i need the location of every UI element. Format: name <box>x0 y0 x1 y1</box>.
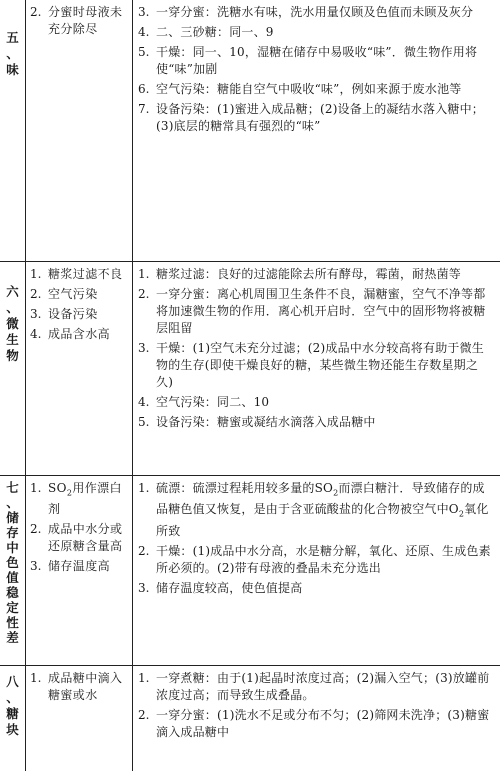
measure-item <box>138 286 494 337</box>
table-rule <box>0 261 500 262</box>
subscript: 2 <box>66 488 73 498</box>
category-char: 六 <box>6 284 19 299</box>
measure-item <box>138 81 494 98</box>
item-text: 一穿分蜜：洗糖水有味，洗水用量仅顾及色值而未顾及灰分 <box>156 5 474 19</box>
measures-cell <box>133 262 500 475</box>
item-text: 空气污染：同二、10 <box>156 395 270 409</box>
item-number: 2. <box>138 708 150 722</box>
category-char: 块 <box>6 722 19 737</box>
category-cell <box>0 0 26 261</box>
item-text-part: 硫漂：硫漂过程耗用较多量的SO <box>156 481 334 495</box>
table-rule <box>0 665 500 666</box>
item-text: 设备污染 <box>48 307 98 321</box>
category-char: 色 <box>6 555 19 570</box>
item-text: 干燥：(1)空气未充分过滤；(2)成品中水分较高将有助于微生物的生存(即使干燥良好的糖，某些微生物还能生存数星期之久) <box>156 341 484 389</box>
item-number: 2. <box>138 543 150 558</box>
item-number: 2. <box>30 5 42 19</box>
item-number: 1. <box>30 267 42 281</box>
item-text: 空气污染：糖能自空气中吸收“味”，例如来源于废水池等 <box>156 82 462 96</box>
item-number: 3. <box>30 307 42 321</box>
category-cell <box>0 666 26 771</box>
item-text: 设备污染：糖蜜或凝结水滴落入成品糖中 <box>156 415 376 429</box>
measure-item <box>138 101 494 135</box>
category-char: 、 <box>6 495 19 510</box>
subscript: 2 <box>458 509 465 519</box>
category-cell <box>0 262 26 475</box>
item-text: 一穿煮糖：由于(1)起晶时浓度过高；(2)漏入空气；(3)放罐前浓度过高；而导致生成叠晶。 <box>156 671 490 702</box>
category-char: 存 <box>6 525 19 540</box>
measure-item <box>138 580 494 597</box>
measure-item <box>138 4 494 21</box>
category-char: 糖 <box>6 706 19 721</box>
item-text: 设备污染：(1)蜜进入成品糖；(2)设备上的凝结水落入糖中；(3)底层的糖常具有强烈的“味” <box>156 102 484 133</box>
measure-item <box>138 707 494 741</box>
item-text: 糖浆过滤：良好的过滤能除去所有酵母，霉菌，耐热菌等 <box>156 267 462 281</box>
cause-item <box>30 558 130 575</box>
measure-item <box>138 414 494 431</box>
measure-item <box>138 394 494 411</box>
item-number: 1. <box>138 671 150 685</box>
item-text: 一穿分蜜：(1)洗水不足或分布不匀；(2)筛网未洗净；(3)糖蜜滴入成品糖中 <box>156 708 490 739</box>
item-text: 成品含水高 <box>48 327 111 341</box>
item-text <box>156 480 494 540</box>
item-number: 4. <box>30 327 42 341</box>
subscript: 2 <box>333 488 339 498</box>
so2-text: SO <box>48 481 67 495</box>
item-number: 7. <box>138 102 150 116</box>
measure-item <box>138 670 494 704</box>
causes-cell <box>26 666 133 771</box>
item-number: 5. <box>138 45 150 59</box>
category-char: 生 <box>6 332 19 347</box>
cause-item <box>30 480 130 518</box>
cause-item <box>30 670 130 704</box>
measures-cell <box>133 666 500 771</box>
category-char: 七 <box>6 480 19 495</box>
category-char: 、 <box>6 300 19 315</box>
measure-item <box>138 340 494 391</box>
item-number: 2. <box>30 287 42 301</box>
section-seven <box>0 476 500 665</box>
item-number: 3. <box>30 559 42 574</box>
table-rule <box>0 475 500 476</box>
cause-item <box>30 521 130 555</box>
category-char: 值 <box>6 570 19 585</box>
item-number: 6. <box>138 82 150 96</box>
measure-item <box>138 24 494 41</box>
item-number: 3. <box>138 580 150 595</box>
category-char: 稳 <box>6 585 19 600</box>
category-char: 八 <box>6 674 19 689</box>
item-text: 糖浆过滤不良 <box>48 267 123 281</box>
item-text-part: 而漂白糖汁．导致储存的成品糖色值又恢复，是由于含亚硫酸盐的化合物被空气中O <box>156 481 485 517</box>
item-number: 5. <box>138 415 150 429</box>
item-number: 4. <box>138 25 150 39</box>
measures-cell <box>133 0 500 261</box>
cause-item <box>30 306 130 323</box>
category-cell <box>0 476 26 665</box>
category-char: 定 <box>6 600 19 615</box>
item-text: 分蜜时母液未充分除尽 <box>48 5 123 36</box>
section-six <box>0 262 500 475</box>
category-char: 物 <box>6 348 19 363</box>
cause-item <box>30 4 130 38</box>
item-number: 1. <box>138 267 150 281</box>
item-number: 1. <box>30 481 42 495</box>
item-text <box>48 480 130 518</box>
category-char: 、 <box>6 46 19 61</box>
item-text-rest: 用作漂白剂 <box>48 481 122 517</box>
measure-item <box>138 266 494 283</box>
cause-item <box>30 286 130 303</box>
category-char: 味 <box>6 62 19 77</box>
item-number: 3. <box>138 5 150 19</box>
section-five <box>0 0 500 261</box>
item-text: 成品糖中滴入糖蜜或水 <box>48 671 123 702</box>
section-eight <box>0 666 500 771</box>
item-text: 空气污染 <box>48 287 98 301</box>
causes-cell <box>26 0 133 261</box>
item-text: 储存温度高 <box>48 559 111 574</box>
measure-item <box>138 480 494 540</box>
category-char: 储 <box>6 510 19 525</box>
category-char: 五 <box>6 30 19 45</box>
causes-cell <box>26 262 133 475</box>
cause-item <box>30 266 130 283</box>
measure-item <box>138 543 494 577</box>
item-number: 4. <box>138 395 150 409</box>
item-number: 3. <box>138 341 150 355</box>
item-text: 干燥：同一、10，湿糖在储存中易吸收“味”．微生物作用将使“味”加剧 <box>156 45 478 76</box>
item-number: 2. <box>30 522 42 537</box>
item-number: 1. <box>30 671 42 685</box>
measure-item <box>138 44 494 78</box>
item-text: 二、三砂糖：同一、9 <box>156 25 274 39</box>
category-char: 、 <box>6 690 19 705</box>
item-text: 成品中水分或还原糖含量高 <box>48 522 123 554</box>
measures-cell <box>133 476 500 665</box>
item-text-part: 氧化所致 <box>156 502 489 538</box>
item-number: 1. <box>138 481 150 495</box>
causes-cell <box>26 476 133 665</box>
item-number: 2. <box>138 287 150 301</box>
category-char: 中 <box>6 540 19 555</box>
item-text: 储存温度较高，使色值提高 <box>156 580 303 595</box>
item-text: 一穿分蜜：离心机周围卫生条件不良，漏糖蜜，空气不净等都将加速微生物的作用．离心机开启时．空气中的固形物将被糖层阻留 <box>156 287 486 335</box>
category-char: 性 <box>6 615 19 630</box>
cause-item <box>30 326 130 343</box>
category-char: 微 <box>6 316 19 331</box>
category-char: 差 <box>6 630 19 645</box>
item-text: 干燥：(1)成品中水分高，水是糖分解，氧化、还原、生成色素所必须的。(2)带有母液的叠晶未充分选出 <box>156 543 491 575</box>
